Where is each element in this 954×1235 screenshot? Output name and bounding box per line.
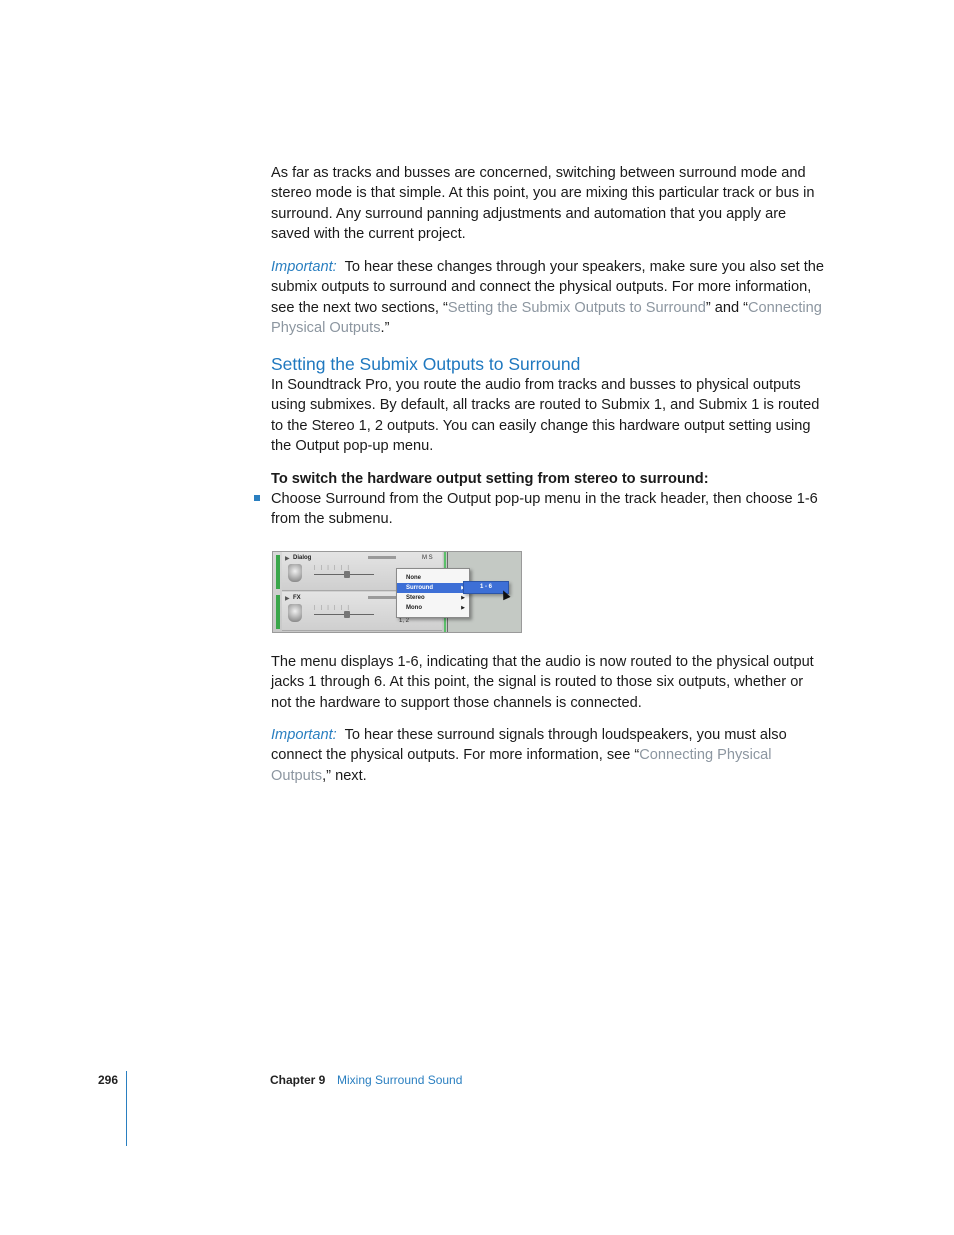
chapter-title: Mixing Surround Sound [337,1073,463,1087]
menu-item-none[interactable]: None [406,575,421,581]
important-label: Important: [271,727,337,743]
disclosure-triangle-icon[interactable]: ▶ [285,556,290,562]
disclosure-triangle-icon[interactable]: ▶ [285,596,290,602]
fader-knob[interactable] [344,611,350,618]
section-heading: Setting the Submix Outputs to Surround [271,354,581,374]
body-text: The menu displays 1-6, indicating that the audio is now routed to the physical output jacks 1 through 6. At this point, the signal is routed to those six outputs, whether or not the hardware to support those channels is connected. [271,654,814,711]
menu-item-stereo[interactable]: Stereo ▶ [406,595,465,601]
cross-reference-link-submix[interactable]: Setting the Submix Outputs to Surround [447,299,706,316]
chapter-label: Chapter 9 [270,1073,326,1087]
task [271,469,827,489]
fader-scale: | | | | | | [314,565,351,571]
track-name: Dialog [293,555,312,561]
menu-item-mono[interactable]: Mono ▶ [406,605,465,611]
volume-mini-bar [368,556,396,559]
note-text: ,” next. [322,767,367,784]
fader-scale: | | | | | | [314,605,351,611]
important-note-1 [271,257,827,338]
instrument-icon [288,564,302,582]
note-text: ” and “ [705,299,749,316]
volume-fader[interactable] [314,568,374,576]
cross-reference-link-physical-outputs[interactable]: Connecting Physical Outputs [271,299,822,336]
submenu-arrow-icon: ▶ [461,605,465,611]
mute-solo-buttons[interactable]: M S [422,555,433,561]
task-title: To switch the hardware output setting from stereo to surround: [271,471,709,487]
note-text: To hear these surround signals through loudspeakers, you must also connect the physical outputs. For more information, see “ [271,727,787,764]
important-note-2 [271,725,827,786]
output-popup-value[interactable]: 1, 2 [399,618,410,624]
body-text: As far as tracks and busses are concerned, switching between surround mode and stereo mode is that simple. At this point, you are mixing this particular track or bus in surround. Any surround panning adjustments and automation that you apply are saved with the current project. [271,165,815,242]
track-color-bar [276,555,280,589]
menu-item-surround[interactable]: Surround [397,583,469,593]
submenu-arrow-icon: ▶ [461,595,465,601]
footer-rule [126,1071,127,1146]
track-header-screenshot [272,551,522,633]
note-text: .” [380,319,390,336]
intro-paragraph [271,163,827,244]
fader-knob[interactable] [344,571,350,578]
body-text: In Soundtrack Pro, you route the audio from tracks and busses to physical outputs using submixes. By default, all tracks are routed to Submix 1, and Submix 1 is routed to the Stereo 1, 2 outputs. You can easily change this hardware output setting using the Output pop-up menu. [271,377,820,454]
note-text: To hear these changes through your speakers, make sure you also set the submix outputs to surround and connect the physical outputs. For more information, see the next two sections, “ [271,259,825,316]
bullet-text: Choose Surround from the Output pop-up menu in the track header, then choose 1-6 from the submenu. [271,491,818,528]
result-paragraph [271,652,827,713]
track-name: FX [293,595,301,601]
instrument-icon [288,604,302,622]
bullet-item [254,489,827,530]
cross-reference-link-physical-outputs[interactable]: Connecting Physical Outputs [271,747,772,784]
output-popup-menu [396,568,470,618]
volume-fader[interactable] [314,608,374,616]
bullet-square-icon [254,495,260,501]
track-color-bar [276,595,280,629]
page-number: 296 [98,1073,119,1087]
volume-mini-bar [368,596,396,599]
important-label: Important: [271,259,337,275]
section [271,353,827,375]
section-paragraph [271,375,827,456]
submenu-item-1-6[interactable]: 1 - 6 [463,581,509,594]
